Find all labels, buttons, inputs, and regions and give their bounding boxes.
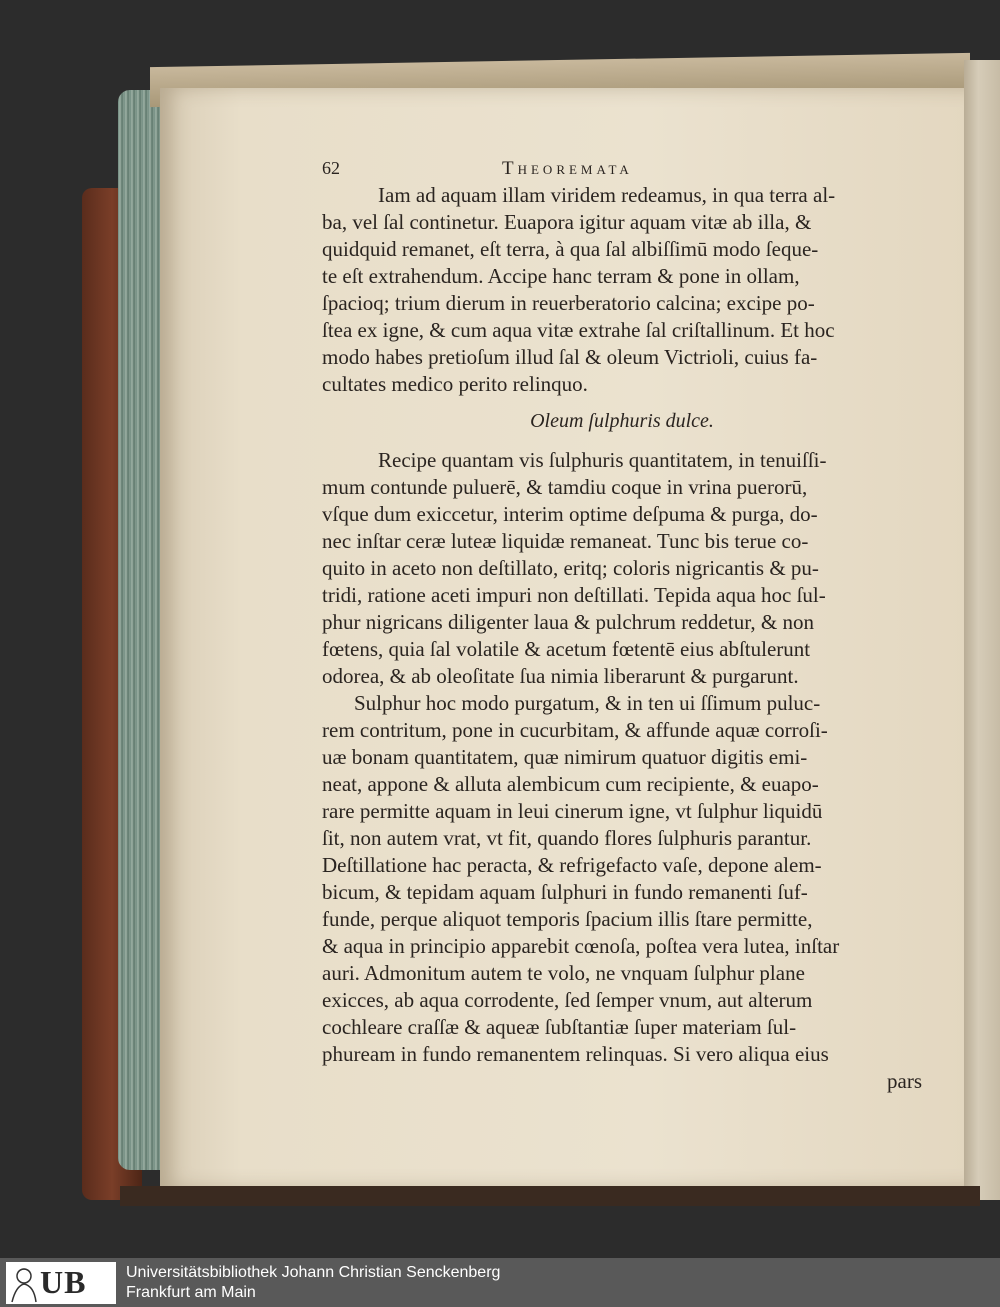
text-line: cultates medico perito relinquo. xyxy=(322,372,588,396)
library-logo[interactable] xyxy=(0,1258,120,1307)
text-line: rem contritum, pone in cucurbitam, & affunde aquæ corroſi- xyxy=(322,718,828,742)
section-title: Oleum ſulphuris dulce. xyxy=(530,410,714,432)
footer-line-1: Universitätsbibliothek Johann Christian Senckenberg xyxy=(126,1263,501,1281)
text-line: phuream in fundo remanentem relinquas. Si vero aliqua eius xyxy=(322,1042,829,1066)
facing-page-strip xyxy=(964,60,1000,1200)
text-line: te eſt extrahendum. Accipe hanc terram & pone in ollam, xyxy=(322,264,800,288)
text-line: ba, vel ſal continetur. Euapora igitur aquam vitæ ab illa, & xyxy=(322,210,812,234)
text-line: quito in aceto non deſtillato, eritq; coloris nigricantis & pu- xyxy=(322,556,819,580)
page-text xyxy=(322,158,922,1095)
text-line: rare permitte aquam in leui cinerum igne, vt ſulphur liquidū xyxy=(322,799,823,823)
text-line: phur nigricans diligenter laua & pulchrum reddetur, & non xyxy=(322,610,814,634)
text-line: fœtens, quia ſal volatile & acetum fœtentē eius abſtulerunt xyxy=(322,637,811,661)
library-footer xyxy=(0,1258,1000,1307)
paragraph-1 xyxy=(322,182,922,398)
text-line: bicum, & tepidam aquam ſulphuri in fundo remanenti ſuf- xyxy=(322,880,808,904)
text-line: cochleare craſſæ & aqueæ ſubſtantiæ ſuper materiam ſul- xyxy=(322,1015,797,1039)
text-line: nec inſtar ceræ luteæ liquidæ remaneat. Tunc bis terue co- xyxy=(322,529,809,553)
logo-text: UB xyxy=(40,1264,87,1300)
text-line: auri. Admonitum autem te volo, ne vnquam ſulphur plane xyxy=(322,961,805,985)
footer-line-2: Frankfurt am Main xyxy=(126,1283,256,1301)
text-line: uæ bonam quantitatem, quæ nimirum quatuor digitis emi- xyxy=(322,745,808,769)
text-line: Iam ad aquam illam viridem redeamus, in qua terra al- xyxy=(378,183,836,207)
page-number: 62 xyxy=(322,158,340,178)
text-line: ſpacioq; trium dierum in reuerberatorio calcina; excipe po- xyxy=(322,291,815,315)
text-line: quidquid remanet, eſt terra, à qua ſal albiſſimū modo ſeque- xyxy=(322,237,819,261)
bottom-binding xyxy=(120,1186,980,1206)
text-line: Recipe quantam vis ſulphuris quantitatem, in tenuiſſi- xyxy=(378,448,827,472)
text-line: modo habes pretioſum illud ſal & oleum Victrioli, cuius fa- xyxy=(322,345,818,369)
text-line: neat, appone & alluta alembicum cum recipiente, & euapo- xyxy=(322,772,819,796)
text-line: funde, perque aliquot temporis ſpacium illis ſtare permitte, xyxy=(322,907,813,931)
text-line: Sulphur hoc modo purgatum, & in ten ui ſſimum puluc- xyxy=(354,691,821,715)
running-head: Theoremata xyxy=(502,158,633,179)
text-line: mum contunde puluerē, & tamdiu coque in vrina puerorū, xyxy=(322,475,808,499)
paragraph-2 xyxy=(322,447,922,690)
text-line: exicces, ab aqua corrodente, ſed ſemper vnum, aut alterum xyxy=(322,988,813,1012)
footer-text xyxy=(120,1263,500,1303)
portrait-icon xyxy=(6,1262,38,1304)
text-line: Deſtillatione hac peracta, & refrigefacto vaſe, depone alem- xyxy=(322,853,822,877)
text-line: ſit, non autem vrat, vt fit, quando flores ſulphuris parantur. xyxy=(322,826,812,850)
text-line: ſtea ex igne, & cum aqua vitæ extrahe ſal criſtallinum. Et hoc xyxy=(322,318,835,342)
paragraph-3 xyxy=(322,690,922,1068)
catchword: pars xyxy=(887,1069,922,1093)
text-line: odorea, & ab oleoſitate ſua nimia liberarunt & purgarunt. xyxy=(322,664,799,688)
text-line: vſque dum exiccetur, interim optime deſpuma & purga, do- xyxy=(322,502,818,526)
text-line: tridi, ratione aceti impuri non deſtillati. Tepida aqua hoc ſul- xyxy=(322,583,826,607)
text-line: & aqua in principio apparebit cœnoſa, poſtea vera lutea, inſtar xyxy=(322,934,840,958)
page-header xyxy=(322,158,922,180)
